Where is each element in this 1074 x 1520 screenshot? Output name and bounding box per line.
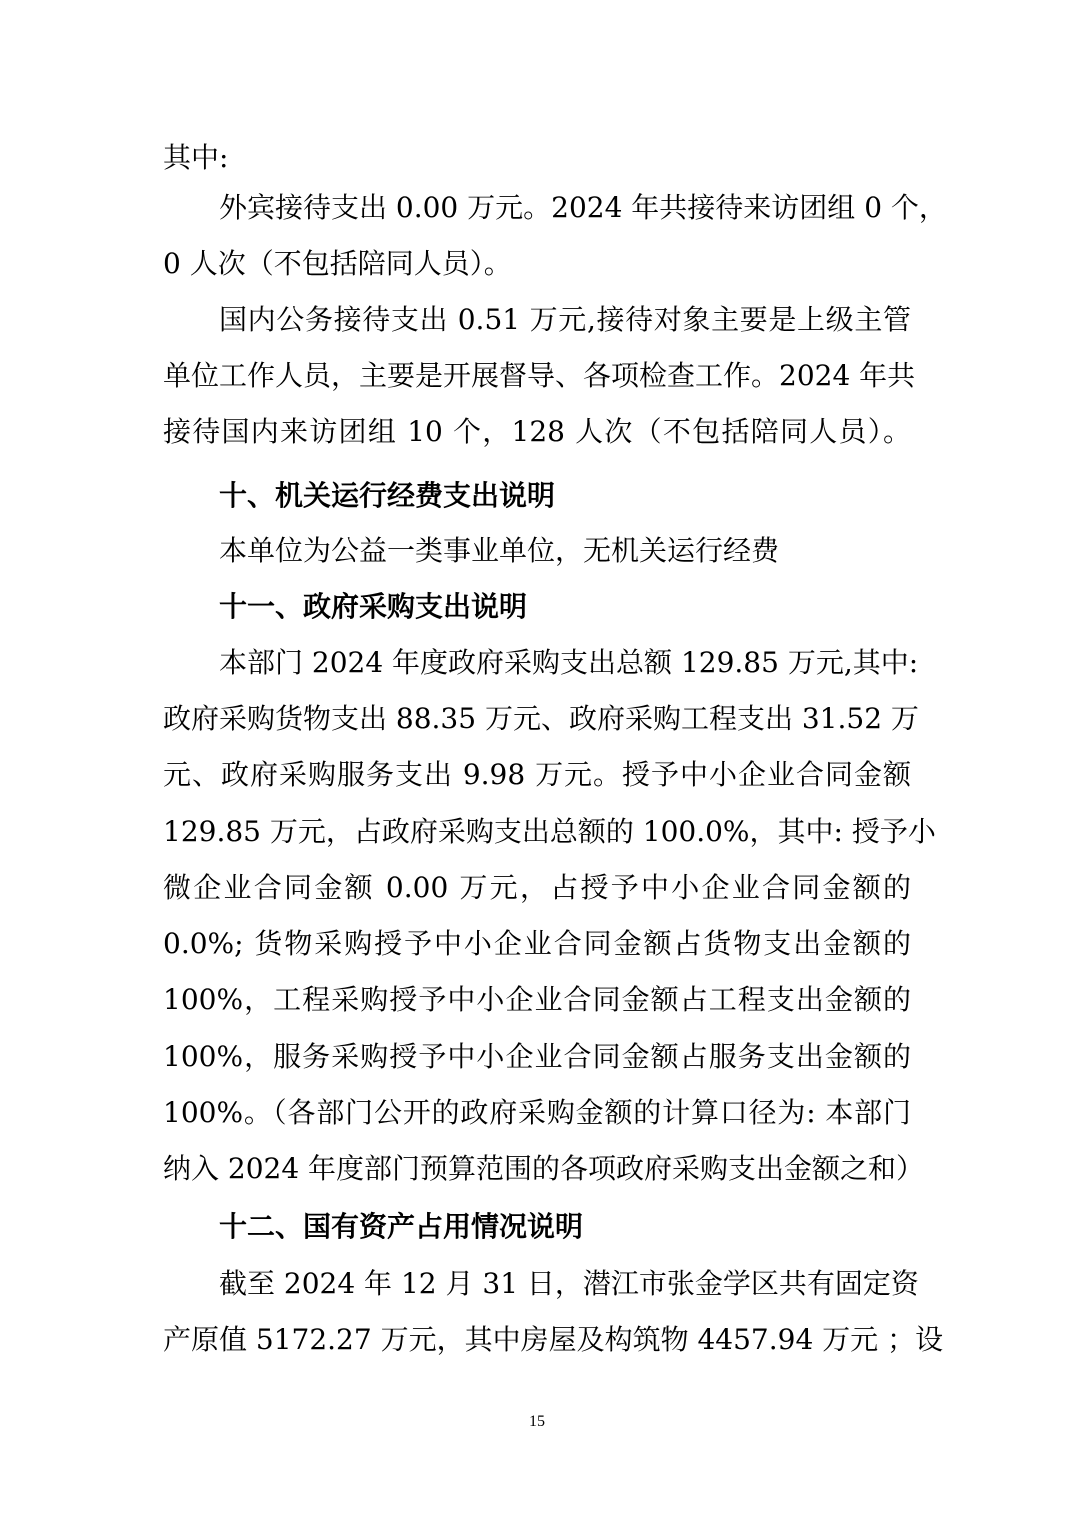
text-line: 其中: [163,141,229,174]
text-line: 微企业合同金额 0.00 万元，占授予中小企业合同金额的 [163,871,911,904]
text-line: 元、政府采购服务支出 9.98 万元。授予中小企业合同金额 [163,758,911,791]
text-line: 单位工作人员，主要是开展督导、各项检查工作。2024 年共 [163,359,916,392]
text-line: 100%。（各部门公开的政府采购金额的计算口径为: 本部门 [163,1096,911,1129]
section-heading: 十一、政府采购支出说明 [219,590,528,623]
text-line: 接待国内来访团组 10 个，128 人次（不包括陪同人员）。 [163,415,911,448]
text-line: 0 人次（不包括陪同人员）。 [163,247,512,280]
text-line: 100%，工程采购授予中小企业合同金额占工程支出金额的 [163,983,911,1016]
text-line: 100%，服务采购授予中小企业合同金额占服务支出金额的 [163,1040,911,1073]
text-line: 129.85 万元，占政府采购支出总额的 100.0%，其中: 授予小 [163,815,936,848]
text-line: 本部门 2024 年度政府采购支出总额 129.85 万元,其中: [219,646,919,679]
text-line: 产原值 5172.27 万元，其中房屋及构筑物 4457.94 万元 ；设 [163,1323,944,1356]
page-number: 15 [529,1413,545,1430]
text-line: 截至 2024 年 12 月 31 日，潜江市张金学区共有固定资 [219,1267,919,1300]
text-line: 本单位为公益一类事业单位，无机关运行经费 [219,534,780,567]
text-line: 0.0%; 货物采购授予中小企业合同金额占货物支出金额的 [163,927,911,960]
section-heading: 十、机关运行经费支出说明 [219,479,556,512]
text-line: 国内公务接待支出 0.51 万元,接待对象主要是上级主管 [219,303,911,336]
text-line: 外宾接待支出 0.00 万元。2024 年共接待来访团组 0 个， [219,191,947,224]
text-line: 政府采购货物支出 88.35 万元、政府采购工程支出 31.52 万 [163,702,919,735]
section-heading: 十二、国有资产占用情况说明 [219,1210,584,1243]
text-line: 纳入 2024 年度部门预算范围的各项政府采购支出金额之和） [163,1152,925,1185]
